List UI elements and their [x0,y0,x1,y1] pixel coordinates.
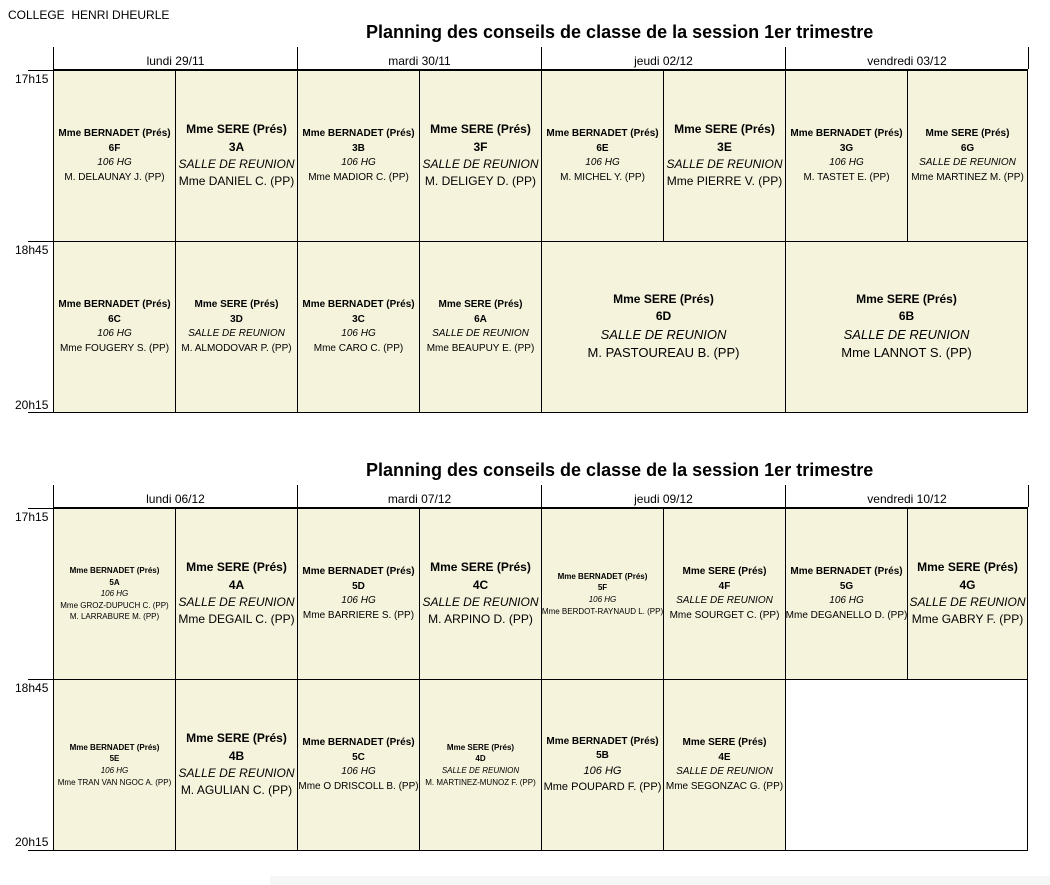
class-code: 6C [108,313,121,325]
class-code: 6B [898,309,915,324]
class-code: 4A [228,577,245,592]
day-header: jeudi 09/12 [541,485,785,507]
president: Mme SERE (Prés) [430,560,531,575]
class-code: 3F [473,139,488,154]
day-header-row [53,485,1028,508]
main-teacher: M. DELAUNAY J. (PP) [64,171,165,183]
class-code: 3B [352,142,365,154]
president: Mme BERNADET (Prés) [790,566,903,577]
meeting-slot [541,241,786,413]
president: Mme BERNADET (Prés) [546,128,659,139]
meeting-slot [53,70,176,242]
class-code: 6G [960,142,975,154]
room: SALLE DE REUNION [919,157,1016,168]
president: Mme SERE (Prés) [430,122,531,137]
meeting-slot [541,508,664,680]
meeting-slot [419,241,542,413]
room: SALLE DE REUNION [422,595,539,609]
main-teacher: Mme CARO C. (PP) [313,342,404,354]
main-teacher: Mme BARRIERE S. (PP) [302,609,415,621]
meeting-slot [419,508,542,680]
week-2-title: Planning des conseils de classe de la session 1er trimestre [366,460,874,480]
president: Mme SERE (Prés) [438,299,523,310]
room: SALLE DE REUNION [441,766,520,775]
room: SALLE DE REUNION [666,157,783,171]
meeting-slot [785,508,908,680]
president: Mme BERNADET (Prés) [302,566,415,577]
class-code: 4G [959,577,976,592]
room: 106 HG [341,595,376,606]
day-header: mardi 30/11 [297,47,541,69]
president: Mme BERNADET (Prés) [790,128,903,139]
meeting-slot [663,508,786,680]
president: Mme BERNADET (Prés) [58,128,171,139]
class-code: 6F [108,142,121,154]
main-teacher: Mme MARTINEZ M. (PP) [911,171,1024,183]
room: 106 HG [585,157,620,168]
room: 106 HG [588,595,617,604]
main-teacher: Mme GROZ-DUPUCH C. (PP) [60,600,169,610]
class-code: 5B [596,750,609,762]
president: Mme SERE (Prés) [674,122,775,137]
main-teacher: Mme BERDOT-RAYNAUD L. (PP) [541,606,664,616]
meeting-slot [175,241,298,413]
president: Mme BERNADET (Prés) [58,299,171,310]
class-code: 3C [352,313,365,325]
meeting-slot [53,679,176,851]
week-1-grid [15,47,1028,413]
room: 106 HG [341,766,376,777]
president: Mme BERNADET (Prés) [557,571,648,581]
day-header: jeudi 02/12 [541,47,785,69]
president: Mme BERNADET (Prés) [302,737,415,748]
president: Mme BERNADET (Prés) [302,128,415,139]
president: Mme SERE (Prés) [917,560,1018,575]
president: Mme SERE (Prés) [856,291,957,306]
day-header-row [53,47,1028,70]
president: Mme SERE (Prés) [925,128,1010,139]
meeting-slot [53,508,176,680]
president: Mme BERNADET (Prés) [69,742,160,752]
meeting-slot [175,679,298,851]
room: 106 HG [341,328,376,339]
president: Mme SERE (Prés) [613,291,714,306]
time-label: 20h15 [15,835,49,849]
week-1-title: Planning des conseils de classe de la session 1er trimestre [366,22,874,42]
class-code: 4B [228,748,245,763]
meeting-slot [419,679,542,851]
empty-slot [785,679,1028,851]
main-teacher: Mme GABRY F. (PP) [911,612,1024,627]
meeting-slot [175,70,298,242]
room: 106 HG [100,766,129,775]
room: 106 HG [341,157,376,168]
president: Mme SERE (Prés) [186,122,287,137]
week-2-grid [15,485,1028,851]
room: SALLE DE REUNION [178,595,295,609]
president: Mme SERE (Prés) [186,560,287,575]
class-code: 4C [472,577,489,592]
main-teacher: Mme O DRISCOLL B. (PP) [298,780,419,792]
class-code: 6E [596,142,609,154]
room: SALLE DE REUNION [432,328,529,339]
class-code: 3D [230,313,243,325]
time-label: 17h15 [15,510,49,524]
room: SALLE DE REUNION [178,766,295,780]
room: SALLE DE REUNION [676,766,773,777]
room: SALLE DE REUNION [178,157,295,171]
meeting-slot [663,679,786,851]
meeting-slot [297,70,420,242]
president: Mme SERE (Prés) [194,299,279,310]
room: SALLE DE REUNION [422,157,539,171]
class-code: 5G [839,580,854,592]
president: Mme SERE (Prés) [682,737,767,748]
room: SALLE DE REUNION [600,326,727,342]
class-code: 4E [718,751,731,763]
main-teacher: Mme DEGANELLO D. (PP) [785,609,908,621]
day-header: vendredi 03/12 [785,47,1029,69]
room: 106 HG [583,764,622,777]
meeting-slot [541,70,664,242]
meeting-slot [541,679,664,851]
room: 106 HG [97,328,132,339]
meeting-slot [297,508,420,680]
class-code: 5A [109,577,120,587]
room: SALLE DE REUNION [676,595,773,606]
main-teacher: Mme LANNOT S. (PP) [841,345,972,361]
main-teacher: Mme TRAN VAN NGOC A. (PP) [57,777,172,787]
time-label: 17h15 [15,72,49,86]
class-code: 5C [352,751,365,763]
meeting-slot [297,679,420,851]
time-label: 18h45 [15,681,49,695]
room: SALLE DE REUNION [843,326,970,342]
room: 106 HG [97,157,132,168]
main-teacher: M. DELIGEY D. (PP) [424,174,537,189]
main-teacher: Mme PIERRE V. (PP) [666,174,783,189]
main-teacher: Mme SEGONZAC G. (PP) [665,780,784,792]
room: 106 HG [100,589,129,599]
meeting-slot [907,508,1028,680]
meeting-slot [419,70,542,242]
president: Mme SERE (Prés) [682,566,767,577]
meeting-slot [785,241,1028,413]
president: Mme SERE (Prés) [186,731,287,746]
main-teacher: M. LARRABURE M. (PP) [69,612,160,622]
main-teacher: Mme FOUGERY S. (PP) [59,342,170,354]
class-code: 3E [717,139,732,154]
main-teacher: M. MICHEL Y. (PP) [560,171,645,183]
day-header: vendredi 10/12 [785,485,1029,507]
meeting-slot [53,241,176,413]
main-teacher: Mme SOURGET C. (PP) [669,609,780,621]
class-code: 4D [475,754,486,764]
meeting-slot [297,241,420,413]
meeting-slot [785,70,908,242]
class-code: 5F [597,583,608,593]
main-teacher: Mme BEAUPUY E. (PP) [426,342,535,354]
meeting-slot [907,70,1028,242]
day-header: lundi 29/11 [53,47,297,69]
class-code: 3G [839,142,854,154]
main-teacher: M. ARPINO D. (PP) [428,612,533,627]
main-teacher: M. AGULIAN C. (PP) [180,783,293,798]
class-code: 5E [109,754,120,764]
room: 106 HG [829,157,864,168]
president: Mme BERNADET (Prés) [69,566,160,576]
main-teacher: M. PASTOUREAU B. (PP) [587,345,740,361]
time-label: 18h45 [15,243,49,257]
class-code: 6D [655,309,672,324]
room: SALLE DE REUNION [909,595,1026,609]
day-header: mardi 07/12 [297,485,541,507]
main-teacher: M. ALMODOVAR P. (PP) [181,342,292,354]
main-teacher: Mme MADIOR C. (PP) [308,171,409,183]
room: SALLE DE REUNION [188,328,285,339]
school-name: COLLEGE HENRI DHEURLE [8,8,170,22]
page-edge [270,876,1050,885]
class-code: 4F [718,580,731,592]
president: Mme BERNADET (Prés) [302,299,415,310]
meeting-slot [175,508,298,680]
main-teacher: M. TASTET E. (PP) [803,171,890,183]
day-header: lundi 06/12 [53,485,297,507]
time-label: 20h15 [15,398,49,412]
president: Mme SERE (Prés) [446,742,515,752]
class-code: 5D [352,580,365,592]
class-code: 3A [228,139,245,154]
main-teacher: M. MARTINEZ-MUNOZ F. (PP) [425,777,536,787]
room: 106 HG [829,595,864,606]
main-teacher: Mme POUPARD F. (PP) [543,780,662,793]
main-teacher: Mme DANIEL C. (PP) [178,174,295,189]
meeting-slot [663,70,786,242]
president: Mme BERNADET (Prés) [546,735,659,747]
class-code: 6A [474,313,487,325]
main-teacher: Mme DEGAIL C. (PP) [178,612,295,627]
